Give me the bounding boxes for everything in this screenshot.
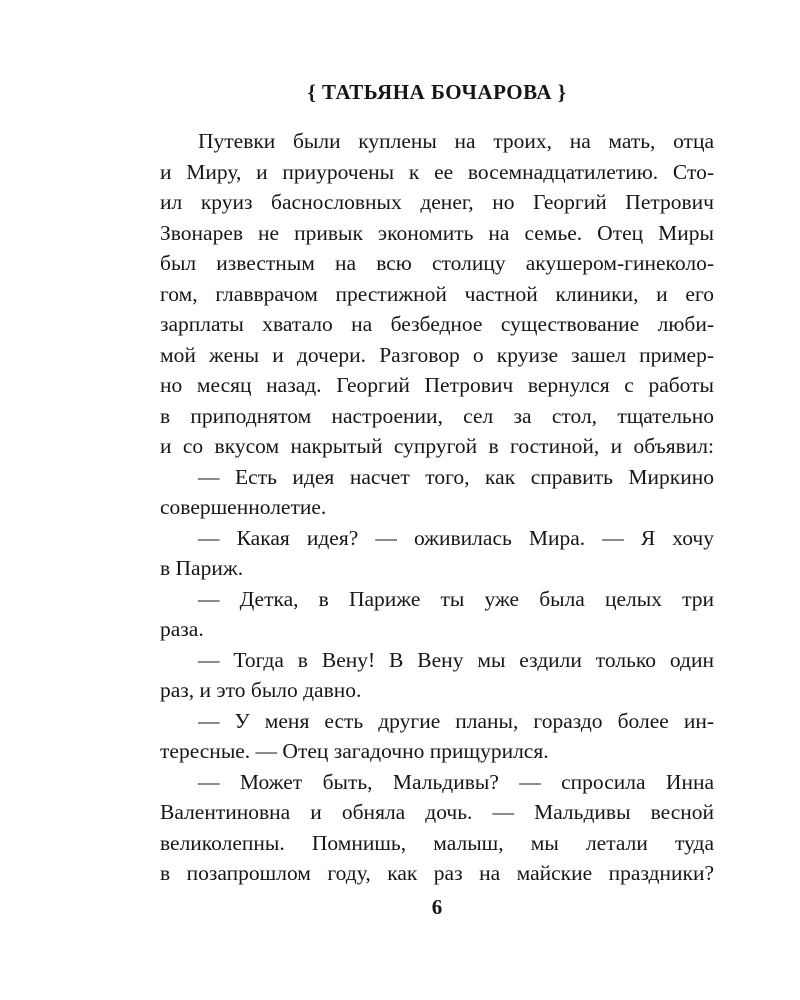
text-line: в позапрошлом году, как раз на майские праздники? [160, 861, 714, 885]
text-line: раза. [160, 617, 204, 641]
text-line: совершеннолетие. [160, 495, 327, 519]
text-line: Валентиновна и обняла дочь. — Мальдивы весной [160, 800, 714, 824]
text-line: — У меня есть другие планы, гораздо более ин- [198, 708, 714, 733]
running-head: { ТАТЬЯНА БОЧАРОВА } [307, 80, 567, 104]
page-number: 6 [431, 895, 443, 919]
text-line: — Какая идея? — оживилась Мира. — Я хочу [198, 525, 714, 550]
text-line: зарплаты хватало на безбедное существование люби- [160, 312, 714, 336]
text-line: — Может быть, Мальдивы? — спросила Инна [198, 769, 714, 794]
text-line: — Тогда в Вену! В Вену мы ездили только один [198, 647, 714, 672]
text-line: в Париж. [160, 556, 244, 580]
body-text [160, 126, 714, 889]
text-line: — Детка, в Париже ты уже была целых три [198, 586, 714, 611]
text-line: был известным на всю столицу акушером-гинеколо- [160, 251, 714, 275]
text-line: гом, главврачом престижной частной клиники, и его [160, 281, 714, 306]
text-line: великолепны. Помнишь, малыш, мы летали туда [160, 830, 714, 855]
text-line: мой жены и дочери. Разговор о круизе зашел пример- [160, 342, 714, 367]
text-line: — Есть идея насчет того, как справить Миркино [198, 464, 714, 489]
text-line: и со вкусом накрытый супругой в гостиной, и объявил: [160, 434, 714, 458]
text-line: и Миру, и приурочены к ее восемнадцатилетию. Сто- [160, 159, 714, 184]
text-line: в приподнятом настроении, сел за стол, тщательно [160, 403, 714, 428]
text-line: но месяц назад. Георгий Петрович вернулся с работы [160, 373, 714, 397]
text-line: Звонарев не привык экономить на семье. Отец Миры [160, 220, 714, 245]
text-line: ил круиз баснословных денег, но Георгий Петрович [160, 190, 714, 214]
text-line: тересные. — Отец загадочно прищурился. [160, 739, 549, 763]
text-line: Путевки были куплены на троих, на мать, отца [198, 129, 714, 153]
text-line: раз, и это было давно. [160, 678, 362, 702]
